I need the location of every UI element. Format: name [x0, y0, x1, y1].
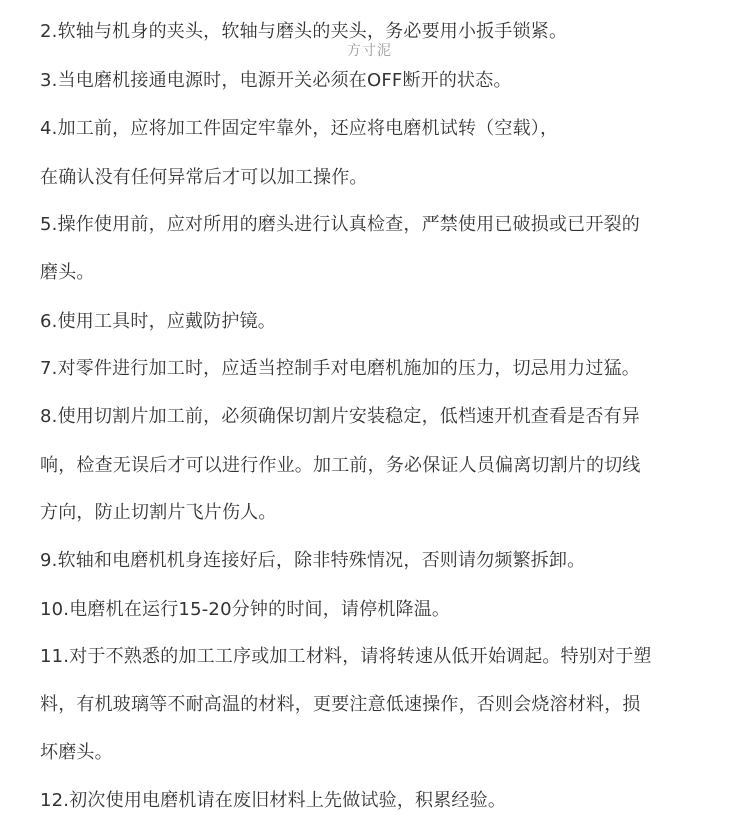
text-line-rule-5-part2: 磨头。 — [40, 262, 95, 283]
text-line-rule-8-part1: 8.使用切割片加工前，必须确保切割片安装稳定，低档速开机查看是否有异 — [40, 406, 640, 427]
watermark-text: 方寸泥 — [347, 43, 392, 59]
text-line-rule-6: 6.使用工具时，应戴防护镜。 — [40, 311, 276, 332]
text-line-rule-11-part1: 11.对于不熟悉的加工工序或加工材料，请将转速从低开始调起。特别对于塑 — [40, 646, 652, 667]
text-line-rule-5-part1: 5.操作使用前，应对所用的磨头进行认真检查，严禁使用已破损或已开裂的 — [40, 214, 640, 235]
text-line-rule-12: 12.初次使用电磨机请在废旧材料上先做试验，积累经验。 — [40, 790, 507, 811]
text-line-rule-8-part3: 方向，防止切割片飞片伤人。 — [40, 502, 277, 523]
text-line-rule-10: 10.电磨机在运行15-20分钟的时间，请停机降温。 — [40, 599, 451, 620]
text-line-rule-11-part2: 料，有机玻璃等不耐高温的材料，更要注意低速操作，否则会烧溶材料，损 — [40, 694, 641, 715]
text-line-rule-4-part1: 4.加工前，应将加工件固定牢靠外，还应将电磨机试转（空载）， — [40, 118, 559, 139]
text-line-rule-4-part2: 在确认没有任何异常后才可以加工操作。 — [40, 167, 368, 188]
text-line-rule-11-part3: 坏磨头。 — [40, 742, 113, 763]
text-line-rule-8-part2: 响，检查无误后才可以进行作业。加工前，务必保证人员偏离切割片的切线 — [40, 455, 641, 476]
text-line-rule-7: 7.对零件进行加工时，应适当控制手对电磨机施加的压力，切忌用力过猛。 — [40, 358, 640, 379]
text-line-rule-3: 3.当电磨机接通电源时，电源开关必须在OFF断开的状态。 — [40, 70, 512, 91]
text-line-rule-2: 2.软轴与机身的夹头，软轴与磨头的夹头，务必要用小扳手锁紧。 — [40, 21, 568, 42]
text-line-rule-9: 9.软轴和电磨机机身连接好后，除非特殊情况，否则请勿频繁拆卸。 — [40, 550, 586, 571]
